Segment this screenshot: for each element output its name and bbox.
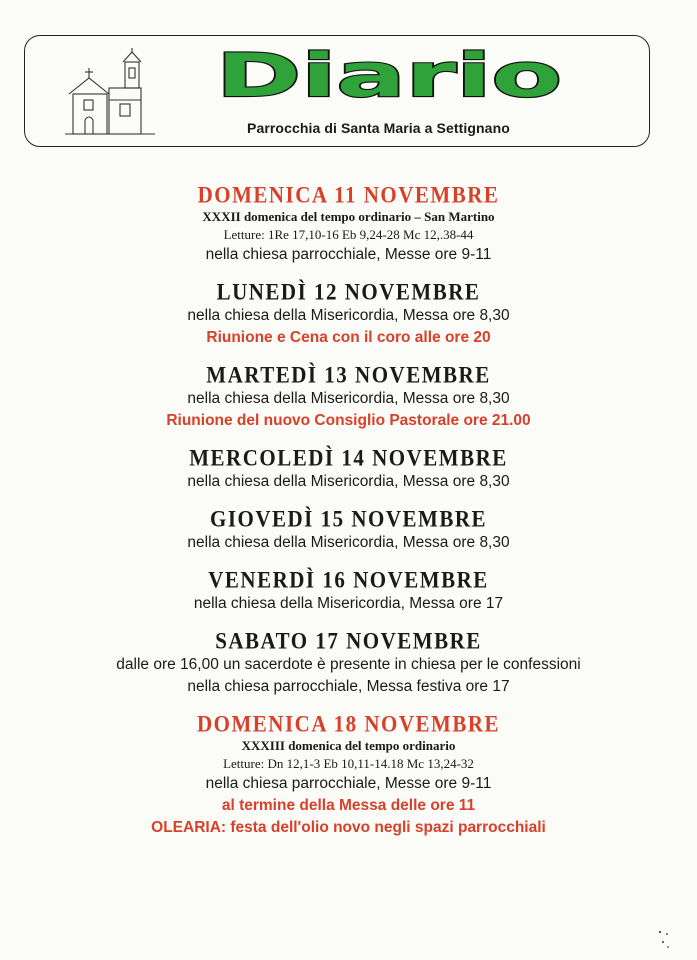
day-entry xyxy=(0,280,697,349)
event-highlight: Riunione e Cena con il coro alle ore 20 xyxy=(206,329,491,346)
event-line: nella chiesa della Misericordia, Messa ore 8,30 xyxy=(187,307,510,324)
church-icon xyxy=(65,48,159,138)
event-line: nella chiesa parrocchiale, Messe ore 9-11 xyxy=(205,246,492,263)
day-entry xyxy=(0,568,697,615)
day-title: DOMENICA 11 NOVEMBRE xyxy=(197,182,500,208)
day-entry xyxy=(0,183,697,266)
schedule xyxy=(0,183,697,853)
event-highlight: al termine della Messa delle ore 11 xyxy=(221,797,476,814)
event-line: nella chiesa parrocchiale, Messa festiva ore 17 xyxy=(187,678,510,695)
readings: Letture: Dn 12,1-3 Eb 10,11-14.18 Mc 13,24-32 xyxy=(223,756,474,771)
day-title: MARTEDÌ 13 NOVEMBRE xyxy=(206,362,491,388)
day-entry xyxy=(0,363,697,432)
readings: Letture: 1Re 17,10-16 Eb 9,24-28 Mc 12,.38-44 xyxy=(223,227,474,242)
event-highlight: Riunione del nuovo Consiglio Pastorale ore 21.00 xyxy=(166,412,531,429)
day-title: SABATO 17 NOVEMBRE xyxy=(215,628,482,654)
event-line: dalle ore 16,00 un sacerdote è presente in chiesa per le confessioni xyxy=(116,656,581,673)
day-title: VENERDÌ 16 NOVEMBRE xyxy=(208,567,489,593)
day-entry xyxy=(0,712,697,839)
day-title: DOMENICA 18 NOVEMBRE xyxy=(196,711,500,737)
day-title: LUNEDÌ 12 NOVEMBRE xyxy=(216,279,481,305)
day-entry xyxy=(0,629,697,698)
day-title: MERCOLEDÌ 14 NOVEMBRE xyxy=(189,445,508,471)
event-line: nella chiesa della Misericordia, Messa ore 8,30 xyxy=(187,473,510,490)
svg-text:Diario: Diario xyxy=(216,41,562,110)
day-title: GIOVEDÌ 15 NOVEMBRE xyxy=(209,506,488,532)
scan-marks xyxy=(657,928,671,950)
liturgy-subtitle: XXXII domenica del tempo ordinario – San Martino xyxy=(202,209,495,224)
day-entry xyxy=(0,446,697,493)
event-line: nella chiesa parrocchiale, Messe ore 9-11 xyxy=(205,775,492,792)
event-highlight: OLEARIA: festa dell'olio novo negli spazi parrocchiali xyxy=(151,819,546,836)
diario-logo xyxy=(209,40,569,110)
event-line: nella chiesa della Misericordia, Messa ore 8,30 xyxy=(187,390,510,407)
parish-name: Parrocchia di Santa Maria a Settignano xyxy=(247,120,510,136)
event-line: nella chiesa della Misericordia, Messa ore 17 xyxy=(193,595,504,612)
liturgy-subtitle: XXXIII domenica del tempo ordinario xyxy=(241,738,456,753)
day-entry xyxy=(0,507,697,554)
header-box xyxy=(24,35,650,147)
event-line: nella chiesa della Misericordia, Messa ore 8,30 xyxy=(187,534,510,551)
